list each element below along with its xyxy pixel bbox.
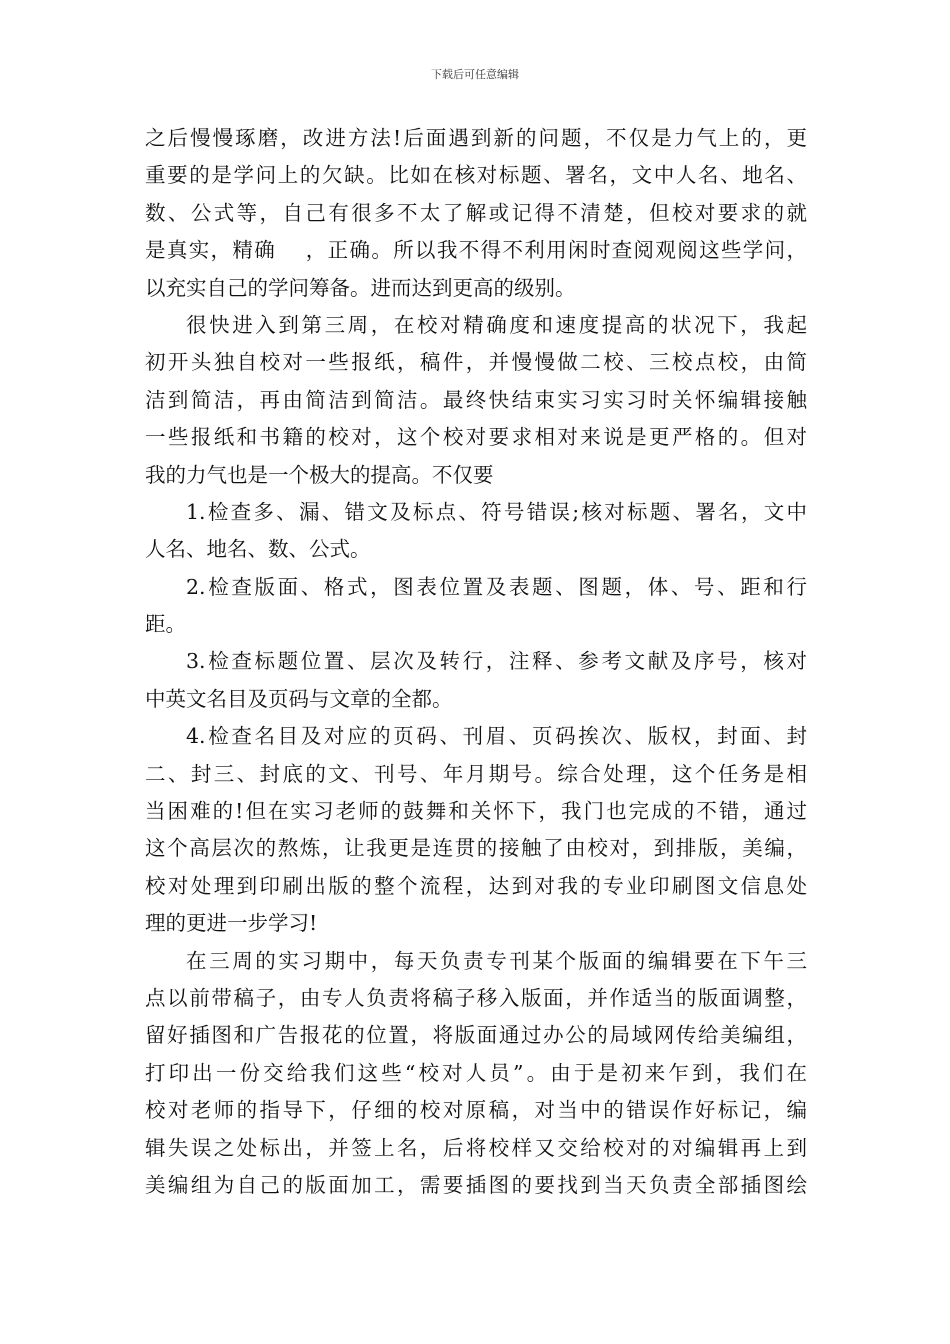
text-line: 辑失误之处标出，并签上名，后将校样又交给校对的对编辑再上到 xyxy=(145,1135,807,1160)
text-line: 美编组为自己的版面加工，需要插图的要找到当天负责全部插图绘 xyxy=(145,1172,807,1197)
text-line: 3.检查标题位置、层次及转行，注释、参考文献及序号，核对 xyxy=(186,649,807,674)
paragraph xyxy=(145,120,807,307)
text-line: 4.检查名目及对应的页码、刊眉、页码挨次、版权，封面、封 xyxy=(186,724,807,749)
text-line: 很快进入到第三周，在校对精确度和速度提高的状况下，我起 xyxy=(186,312,807,337)
text-line: 理的更进一步学习! xyxy=(145,911,318,936)
paragraph xyxy=(145,307,807,494)
list-item xyxy=(145,569,807,644)
list-item xyxy=(145,643,807,718)
text-line: 中英文名目及页码与文章的全都。 xyxy=(145,686,453,711)
paragraph xyxy=(145,943,807,1205)
text-line: 当困难的!但在实习老师的鼓舞和关怀下，我门也完成的不错，通过 xyxy=(145,799,807,824)
page-header: 下载后可任意编辑 xyxy=(431,68,519,81)
text-line: 校对处理到印刷出版的整个流程，达到对我的专业印刷图文信息处 xyxy=(145,873,807,898)
text-line: 数、公式等，自己有很多不太了解或记得不清楚，但校对要求的就 xyxy=(145,200,807,225)
list-item xyxy=(145,718,807,942)
text-line: 1.检查多、漏、错文及标点、符号错误;核对标题、署名，文中 xyxy=(186,499,807,524)
text-line: 打印出一份交给我们这些“校对人员”。由于是初来乍到，我们在 xyxy=(145,1060,807,1085)
document-body xyxy=(145,120,807,1204)
text-line: 这个高层次的熬炼，让我更是连贯的接触了由校对，到排版，美编， xyxy=(145,836,807,861)
text-line: 校对老师的指导下，仔细的校对原稿，对当中的错误作好标记，编 xyxy=(145,1098,807,1123)
text-line: 2.检查版面、格式，图表位置及表题、图题，体、号、距和行 xyxy=(186,574,807,599)
text-line: 人名、地名、数、公式。 xyxy=(145,537,371,562)
text-line: 二、封三、封底的文、刊号、年月期号。综合处理，这个任务是相 xyxy=(145,761,807,786)
text-line: 留好插图和广告报花的位置，将版面通过办公的局域网传给美编组， xyxy=(145,1023,807,1048)
text-line: 以充实自己的学问筹备。进而达到更高的级别。 xyxy=(145,275,576,300)
text-line: 洁到简洁，再由简洁到简洁。最终快结束实习实习时关怀编辑接触 xyxy=(145,387,807,412)
text-line: 初开头独自校对一些报纸，稿件，并慢慢做二校、三校点校，由简 xyxy=(145,350,807,375)
text-line: 重要的是学问上的欠缺。比如在核对标题、署名，文中人名、地名、 xyxy=(145,163,807,188)
list-item xyxy=(145,494,807,569)
text-line: 一些报纸和书籍的校对，这个校对要求相对来说是更严格的。但对 xyxy=(145,425,807,450)
text-line: 是真实，精确 ，正确。所以我不得不利用闲时查阅观阅这些学问， xyxy=(145,238,807,263)
text-line: 之后慢慢琢磨，改进方法!后面遇到新的问题，不仅是力气上的，更 xyxy=(145,126,807,150)
text-line: 在三周的实习期中，每天负责专刊某个版面的编辑要在下午三 xyxy=(186,948,807,973)
text-line: 点以前带稿子，由专人负责将稿子移入版面，并作适当的版面调整， xyxy=(145,985,807,1010)
text-line: 距。 xyxy=(145,612,186,637)
text-line: 我的力气也是一个极大的提高。不仅要 xyxy=(145,462,494,487)
